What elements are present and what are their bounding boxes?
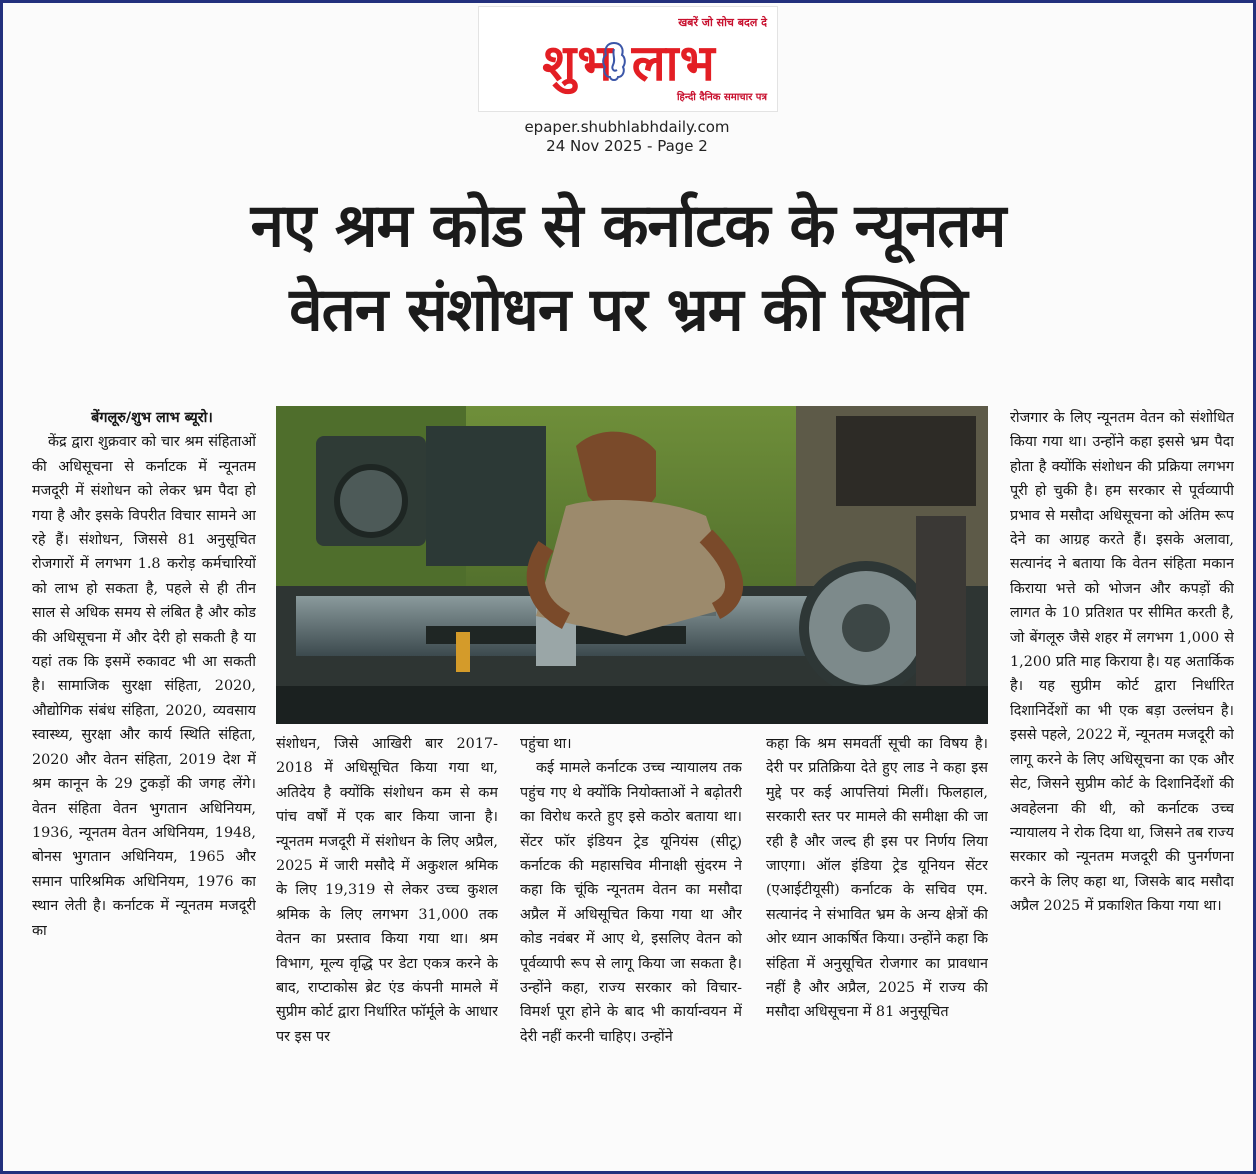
edition-site[interactable]: epaper.shubhlabhdaily.com <box>524 118 730 136</box>
masthead-tagline: खबरें जो सोच बदल दे <box>678 16 767 29</box>
masthead <box>478 6 778 112</box>
headline-line-2: वेतन संशोधन पर भ्रम की स्थिति <box>289 275 967 345</box>
article-column-3 <box>520 732 742 1164</box>
masthead-subtitle: हिन्दी दैनिक समाचार पत्र <box>676 92 767 103</box>
column-1-text: केंद्र द्वारा शुक्रवार को चार श्रम संहिताओं की अधिसूचना से कर्नाटक में न्यूनतम मजदूरी में संशोधन को लेकर भ्रम पैदा हो गया है और इसके विपरीत विचार सामने आ रहे हैं। संशोधन, जिससे 81 अनुसूचित रोजगारों में लगभग 1.8 करोड़ कर्मचारियों को लाभ हो सकता है, पहले से ही तीन साल से अधिक समय से लंबित है और कोड की अधिसूचना में और देरी हो सकती है या यहां तक कि इसमें रुकावट भी आ सकती है। सामाजिक सुरक्षा संहिता, 2020, औद्योगिक संबंध संहिता, 2020, व्यवसाय स्वास्थ्य, सुरक्षा और कार्य स्थिति संहिता, 2020 और वेतन संहिता, 2019 देश में श्रम कानून के 29 टुकड़ों की जगह लेंगे। वेतन संहिता वेतन भुगतान अधिनियम, 1936, न्यूनतम वेतन अधिनियम, 1948, बोनस भुगतान अधिनियम, 1965 और समान पारिश्रमिक अधिनियम, 1976 का स्थान लेती है। कर्नाटक में न्यूनतम मजदूरी का <box>32 434 256 939</box>
article-column-2 <box>276 732 498 1164</box>
column-3-text-b: कई मामले कर्नाटक उच्च न्यायालय तक पहुंच गए थे क्योंकि नियोक्ताओं ने बढ़ोतरी का विरोध करते हुए इसे कठोर बताया था। सेंटर फॉर इंडियन ट्रेड यूनियंस (सीटू) कर्नाटक की महासचिव मीनाक्षी सुंदरम ने कहा कि चूंकि न्यूनतम वेतन का मसौदा अप्रैल में अधिसूचित किया गया था और कोड नवंबर में आए थे, इसलिए वेतन को पूर्वव्यापी रूप से लागू किया जा सकता है। उन्होंने कहा, राज्य सरकार को विचार-विमर्श पूरा होने के बाद भी कार्यान्वयन में देरी नहीं करनी चाहिए। उन्होंने <box>520 760 742 1045</box>
article-column-1 <box>32 406 256 1164</box>
edition-date-page: 24 Nov 2025 - Page 2 <box>546 137 708 155</box>
ganesh-logo-icon <box>599 39 629 83</box>
column-5-text: रोजगार के लिए न्यूनतम वेतन को संशोधित किया गया था। उन्होंने कहा इससे भ्रम पैदा होता है क्योंकि संशोधन की प्रक्रिया लगभग पूरी हो चुकी है। हम सरकार से पूर्वव्यापी प्रभाव से मसौदा अधिसूचना को अंतिम रूप देने का आग्रह करते हैं। इसके अलावा, सत्यानंद ने बताया कि वेतन संहिता मकान किराया भत्ते को भोजन और कपड़ों की लागत के 10 प्रतिशत पर सीमित करती है, जो बेंगलूरु जैसे शहर में लगभग 1,000 से 1,200 प्रति माह किराया है। यह अतार्किक है। यह सुप्रीम कोर्ट द्वारा निर्धारित दिशानिर्देशों का भी एक बड़ा उल्लंघन है। इससे पहले, 2022 में, न्यूनतम मजदूरी को लागू करने के लिए अधिसूचना का एक और सेट, जिसने सुप्रीम कोर्ट के दिशानिर्देशों की अवहेलना की थी, को कर्नाटक उच्च न्यायालय ने रोक दिया था, जिसने तब राज्य सरकार को न्यूनतम मजदूरी की पुनर्गणना करने के लिए कहा था, जिसके बाद मसौदा अप्रैल 2025 में प्रकाशित किया गया था। <box>1010 410 1234 915</box>
column-3-text-a: पहुंचा था। <box>520 736 572 752</box>
lathe-workshop-photo <box>276 406 988 724</box>
article-column-4 <box>766 732 988 1164</box>
article-column-5 <box>1010 406 1234 1164</box>
byline: बेंगलूरु/शुभ लाभ ब्यूरो। <box>91 409 213 426</box>
article-headline <box>20 184 1236 352</box>
column-4-text: कहा कि श्रम समवर्ती सूची का विषय है। देरी पर प्रतिक्रिया देते हुए लाड ने कहा इस मुद्दे पर कई आपत्तियां मिलीं। फिलहाल, सरकारी स्तर पर मामले की समीक्षा की जा रही है और जल्द ही इस पर निर्णय लिया जाएगा। ऑल इंडिया ट्रेड यूनियन सेंटर (एआईटीयूसी) कर्नाटक के सचिव एम. सत्यानंद ने संभावित भ्रम के अन्य क्षेत्रों की ओर ध्यान आकर्षित किया। उन्होंने कहा कि संहिता में अनुसूचित रोजगार का प्रावधान नहीं है और अप्रैल, 2025 में राज्य की मसौदा अधिसूचना में 81 अनुसूचित <box>766 736 988 1021</box>
column-2-text: संशोधन, जिसे आखिरी बार 2017-2018 में अधिसूचित किया गया था, अतिदेय है क्योंकि संशोधन कम से कम पांच वर्षों में एक बार किया जाना है। न्यूनतम मजदूरी में संशोधन के लिए अप्रैल, 2025 में जारी मसौदे में अकुशल श्रमिक के लिए 19,319 से लेकर उच्च कुशल श्रमिक के लिए लगभग 31,000 तक वेतन का प्रस्ताव किया गया था। श्रम विभाग, मूल्य वृद्धि पर डेटा एकत्र करने के बाद, राप्टाकोस ब्रेट एंड कंपनी मामले में सुप्रीम कोर्ट द्वारा निर्धारित फॉर्मूले के आधार पर इस पर <box>276 736 498 1045</box>
headline-line-1: नए श्रम कोड से कर्नाटक के न्यूनतम <box>250 191 1006 261</box>
edition-info <box>478 118 776 156</box>
masthead-logo: शुभ लाभ <box>542 33 716 92</box>
article-photo <box>276 406 988 724</box>
